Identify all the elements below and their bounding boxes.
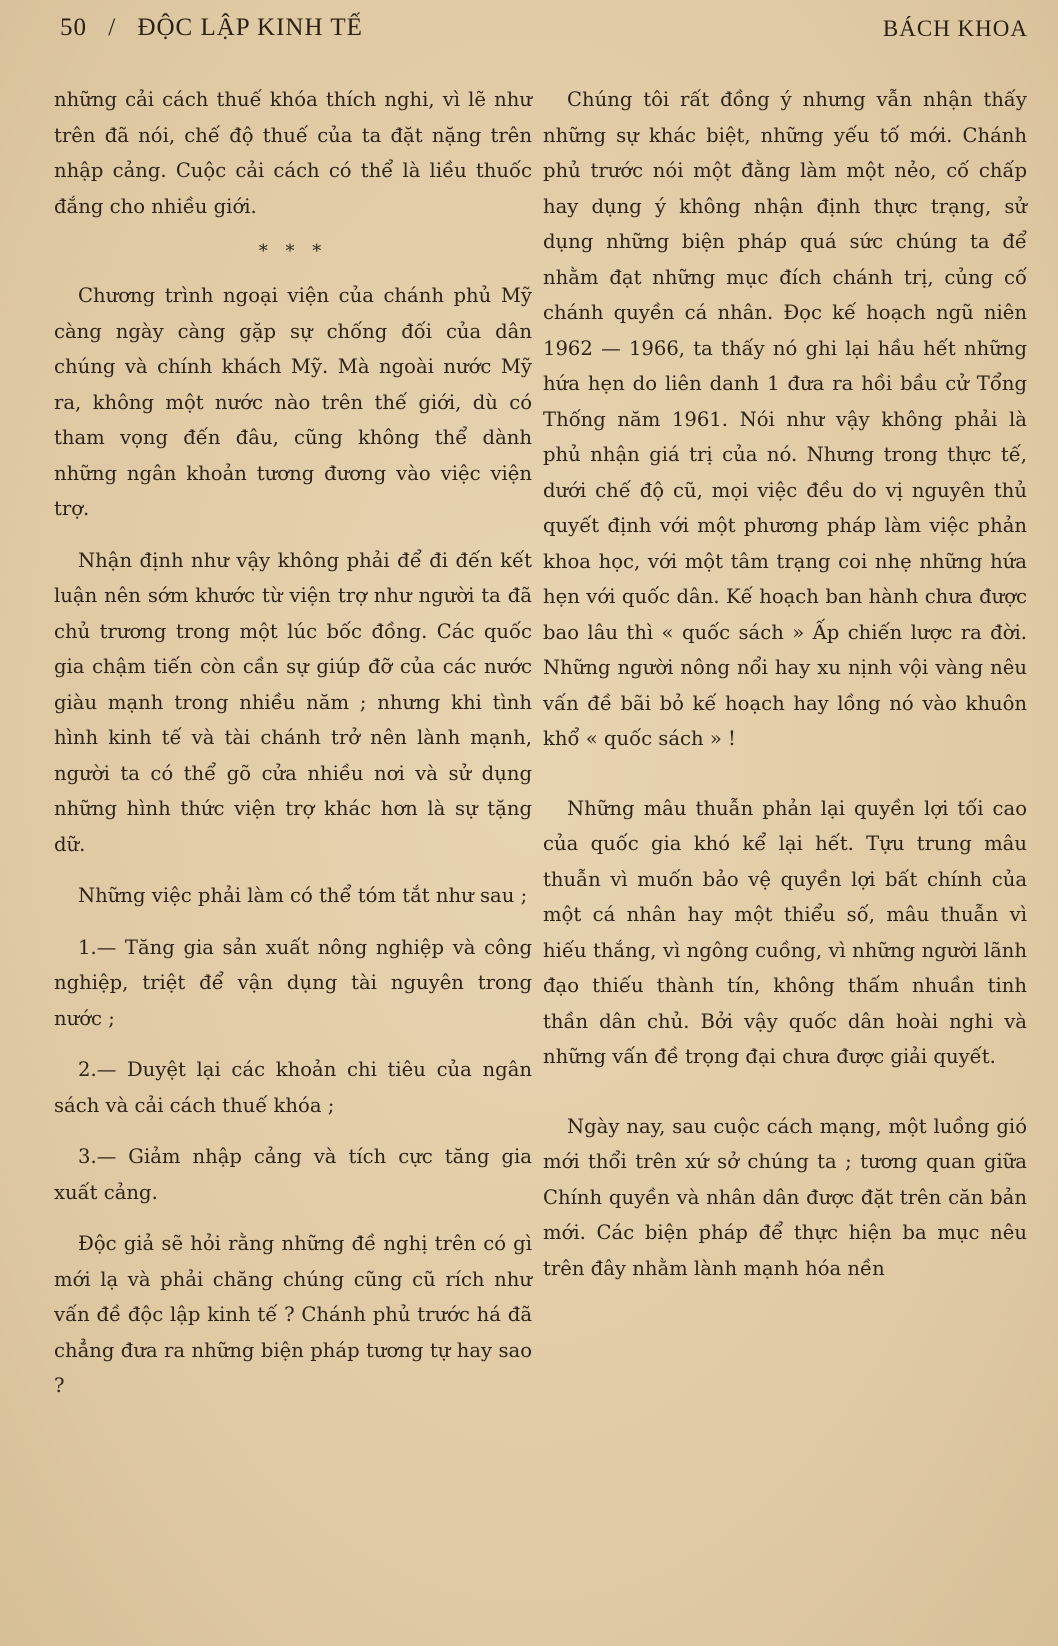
page-number: 50 [60, 14, 87, 41]
list-item: 2.— Duyệt lại các khoản chi tiêu của ngân sách và cải cách thuế khóa ; [54, 1058, 532, 1117]
magazine-title: BÁCH KHOA [882, 16, 1028, 41]
list-item: 3.— Giảm nhập cảng và tích cực tăng gia xuất cảng. [54, 1145, 532, 1204]
paragraph: Nhận định như vậy không phải để đi đến kết luận nên sớm khước từ viện trợ như người ta đã chủ trương trong một lúc bốc đồng. Các quốc gia chậm tiến còn cần sự giúp đỡ của các nước giàu mạnh trong nhiều năm ; nhưng khi tình hình kinh tế và tài chánh trở nên lành mạnh, người ta có thể gõ cửa nhiều nơi và sử dụng những hình thức viện trợ khác hơn là sự tặng dữ. [54, 548, 532, 856]
paragraph: Những việc phải làm có thể tóm tắt như sau ; [78, 884, 528, 907]
paragraph: Chúng tôi rất đồng ý nhưng vẫn nhận thấy những sự khác biệt, những yếu tố mới. Chánh phủ trước nói một đằng làm một nẻo, cố chấp hay dụng ý không nhận định thực trạng, sử dụng những biện pháp quá sức chúng ta để nhằm đạt những mục đích chánh trị, củng cố chánh quyền cá nhân. Đọc kế hoạch ngũ niên 1962 — 1966, ta thấy nó ghi lại hầu hết những hứa hẹn do liên danh 1 đưa ra hồi bầu cử Tổng Thống năm 1961. Nói như vậy không phải là phủ nhận giá trị của nó. Nhưng trong thực tế, dưới chế độ cũ, mọi việc đều do vị nguyên thủ quyết định với một phương pháp làm việc phản khoa học, với một tâm trạng coi nhẹ những hứa hẹn với quốc dân. Kế hoạch ban hành chưa được bao lâu thì « quốc sách » Ấp chiến lược ra đời. Những người nông nổi hay xu nịnh vội vàng nêu vấn đề bãi bỏ kế hoạch hay lồng nó vào khuôn khổ « quốc sách » ! [543, 88, 1027, 750]
left-column [54, 82, 532, 1420]
paragraph: Ngày nay, sau cuộc cách mạng, một luồng gió mới thổi trên xứ sở chúng ta ; tương quan giữa Chính quyền và nhân dân được đặt trên căn bản mới. Các biện pháp để thực hiện ba mục nêu trên đây nhằm lành mạnh hóa nền [543, 1114, 1027, 1280]
list-item: 1.— Tăng gia sản xuất nông nghiệp và công nghiệp, triệt để vận dụng tài nguyên trong nước ; [54, 935, 532, 1030]
page-header [60, 14, 1028, 54]
header-divider: / [108, 14, 117, 41]
right-column [543, 82, 1027, 1302]
paragraph: Chương trình ngoại viện của chánh phủ Mỹ càng ngày càng gặp sự chống đối của dân chúng và chính khách Mỹ. Mà ngoài nước Mỹ ra, không một nước nào trên thế giới, dù có tham vọng đến đâu, cũng không thể dành những ngân khoản tương đương vào việc viện trợ. [54, 284, 532, 520]
section-separator: * * * [258, 241, 328, 262]
paragraph: Những mâu thuẫn phản lại quyền lợi tối cao của quốc gia khó kể lại hết. Tựu trung mâu thuẫn vì muốn bảo vệ quyền lợi bất chính của một cá nhân hay một thiểu số, mâu thuẫn vì hiếu thắng, vì ngông cuồng, vì những người lãnh đạo thiếu thành tín, không thấm nhuần tinh thần dân chủ. Bởi vậy quốc dân hoài nghi và những vấn đề trọng đại chưa được giải quyết. [543, 796, 1027, 1068]
header-left [60, 14, 377, 42]
paragraph: Độc giả sẽ hỏi rằng những đề nghị trên có gì mới lạ và phải chăng chúng cũng cũ rích như vấn đề độc lập kinh tế ? Chánh phủ trước há đã chẳng đưa ra những biện pháp tương tự hay sao ? [54, 1232, 532, 1397]
paragraph: những cải cách thuế khóa thích nghi, vì lẽ như trên đã nói, chế độ thuế của ta đặt nặng trên nhập cảng. Cuộc cải cách có thể là liều thuốc đắng cho nhiều giới. [54, 88, 532, 218]
section-title: ĐỘC LẬP KINH TẾ [137, 14, 363, 41]
